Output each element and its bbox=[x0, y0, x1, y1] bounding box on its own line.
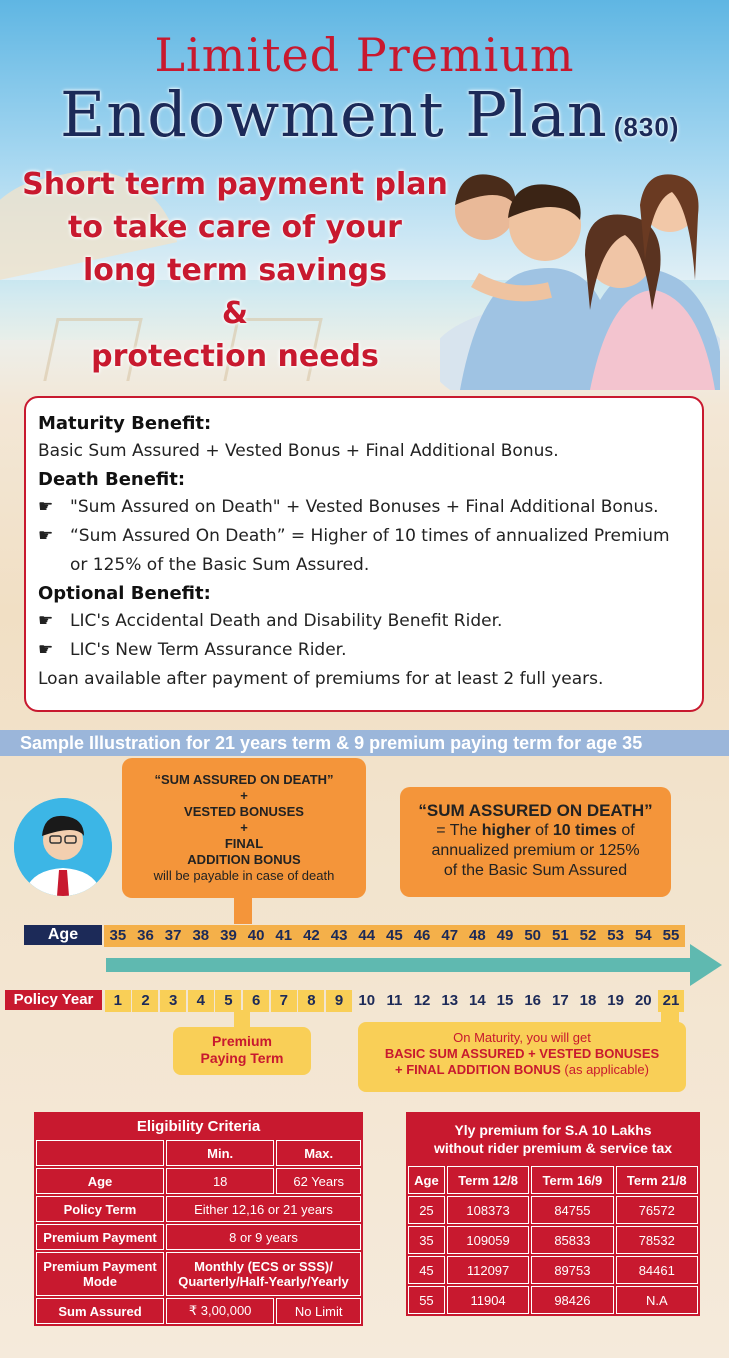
policy-year-value: 20 bbox=[634, 992, 652, 1009]
plan-code: (830) bbox=[613, 112, 680, 142]
slogan-line: & bbox=[221, 296, 249, 331]
empty-cell bbox=[36, 1140, 164, 1166]
cell: 25 bbox=[408, 1196, 445, 1224]
slogan-line: protection needs bbox=[91, 339, 379, 374]
age-value: 38 bbox=[192, 927, 210, 944]
policy-year-value: 16 bbox=[524, 992, 542, 1009]
policy-year-value: 13 bbox=[441, 992, 459, 1009]
cell: 62 Years bbox=[276, 1168, 361, 1194]
maturity-suffix: (as applicable) bbox=[560, 1062, 649, 1077]
age-value: 40 bbox=[247, 927, 265, 944]
policy-year-value: 15 bbox=[496, 992, 514, 1009]
policy-year-value: 3 bbox=[160, 990, 186, 1012]
ppt-line: Premium bbox=[212, 1033, 272, 1049]
policy-year-value: 19 bbox=[607, 992, 624, 1009]
optional-benefit-heading: Optional Benefit: bbox=[38, 583, 211, 604]
family-photo bbox=[440, 160, 720, 390]
connector bbox=[234, 898, 252, 924]
cell: 98426 bbox=[531, 1286, 613, 1314]
maturity-line: BASIC SUM ASSURED + VESTED BONUSES bbox=[384, 1046, 660, 1061]
premium-table bbox=[406, 1112, 700, 1316]
min-header: Min. bbox=[166, 1140, 274, 1166]
age-value: 44 bbox=[358, 927, 376, 944]
optional-benefit-item: LIC's New Term Assurance Rider. bbox=[70, 640, 347, 660]
row-label: Premium Payment Mode bbox=[36, 1252, 164, 1296]
pointing-hand-icon: ☛ bbox=[38, 526, 54, 546]
timeline-arrow bbox=[106, 958, 696, 972]
sad-text: of bbox=[530, 822, 553, 839]
ppt-line: Paying Term bbox=[200, 1050, 284, 1066]
slogan-line: Short term payment plan bbox=[22, 167, 448, 202]
age-value: 52 bbox=[579, 927, 597, 944]
age-timeline bbox=[104, 925, 685, 947]
cell: Either 12,16 or 21 years bbox=[166, 1196, 361, 1222]
benefits-panel bbox=[24, 396, 704, 712]
arrow-head-icon bbox=[690, 944, 722, 986]
sad-line: annualized premium or 125% bbox=[431, 842, 640, 859]
death-benefit-item: "Sum Assured on Death" + Vested Bonuses + Final Additional Bonus. bbox=[70, 497, 659, 517]
maturity-text: + FINAL ADDITION BONUS bbox=[395, 1062, 561, 1077]
table-row bbox=[408, 1166, 698, 1194]
age-value: 49 bbox=[496, 927, 514, 944]
table-row bbox=[408, 1286, 698, 1314]
plan-name: Endowment Plan bbox=[60, 78, 608, 151]
loan-text: Loan available after payment of premiums for at least 2 full years. bbox=[38, 669, 604, 689]
premium-table-title bbox=[408, 1114, 698, 1164]
table-row bbox=[408, 1256, 698, 1284]
cell: 109059 bbox=[447, 1226, 529, 1254]
cell: 108373 bbox=[447, 1196, 529, 1224]
age-value: 51 bbox=[551, 927, 569, 944]
death-box-line: VESTED BONUSES bbox=[184, 804, 304, 819]
table-row bbox=[36, 1196, 361, 1222]
cell: 18 bbox=[166, 1168, 274, 1194]
age-value: 41 bbox=[275, 927, 293, 944]
slogan-line: long term savings bbox=[83, 253, 387, 288]
table-row bbox=[408, 1196, 698, 1224]
row-label: Policy Term bbox=[36, 1196, 164, 1222]
age-value: 43 bbox=[330, 927, 348, 944]
age-value: 55 bbox=[662, 927, 680, 944]
premium-title-line: without rider premium & service tax bbox=[433, 1140, 673, 1156]
maturity-line: On Maturity, you will get bbox=[453, 1030, 591, 1045]
premium-paying-term-box bbox=[173, 1027, 311, 1075]
sad-line bbox=[400, 821, 671, 841]
age-value: 48 bbox=[469, 927, 486, 944]
policy-year-value: 12 bbox=[413, 992, 431, 1009]
age-label: Age bbox=[24, 925, 102, 945]
column-header: Term 21/8 bbox=[616, 1166, 698, 1194]
age-value: 54 bbox=[634, 927, 652, 944]
cell: 78532 bbox=[616, 1226, 698, 1254]
maturity-line bbox=[358, 1062, 686, 1078]
cell: 45 bbox=[408, 1256, 445, 1284]
plus-sign: + bbox=[240, 820, 248, 835]
sad-text: of bbox=[616, 822, 635, 839]
policy-year-value: 21 bbox=[658, 990, 684, 1012]
policy-year-value: 2 bbox=[132, 990, 158, 1012]
policy-year-value: 14 bbox=[469, 992, 486, 1009]
maturity-box bbox=[358, 1022, 686, 1092]
cell: 89753 bbox=[531, 1256, 613, 1284]
optional-benefit-item: LIC's Accidental Death and Disability Benefit Rider. bbox=[70, 611, 503, 631]
age-value: 39 bbox=[220, 927, 237, 944]
policy-year-value: 10 bbox=[358, 992, 376, 1009]
sample-illustration-title: Sample Illustration for 21 years term & 9 premium paying term for age 35 bbox=[0, 730, 729, 756]
table-row bbox=[36, 1298, 361, 1324]
connector bbox=[661, 1010, 679, 1024]
policy-year-value: 8 bbox=[298, 990, 324, 1012]
list-item bbox=[38, 636, 690, 665]
maturity-benefit-text: Basic Sum Assured + Vested Bonus + Final Additional Bonus. bbox=[38, 441, 559, 461]
death-payout-box bbox=[122, 758, 366, 898]
agent-avatar bbox=[14, 798, 112, 896]
age-value: 53 bbox=[607, 927, 624, 944]
death-box-line: FINAL bbox=[224, 836, 264, 851]
column-header: Term 12/8 bbox=[447, 1166, 529, 1194]
age-value: 42 bbox=[303, 927, 320, 944]
policy-year-value: 9 bbox=[326, 990, 352, 1012]
row-label: Sum Assured bbox=[36, 1298, 164, 1324]
table-row bbox=[36, 1140, 361, 1166]
policy-year-value: 6 bbox=[243, 990, 269, 1012]
list-item bbox=[38, 522, 690, 580]
connector bbox=[234, 1010, 250, 1027]
cell: N.A bbox=[616, 1286, 698, 1314]
cell: 55 bbox=[408, 1286, 445, 1314]
cell: 11904 bbox=[447, 1286, 529, 1314]
age-value: 46 bbox=[413, 927, 431, 944]
list-item bbox=[38, 607, 690, 636]
policy-year-value: 11 bbox=[386, 992, 403, 1009]
age-value: 50 bbox=[524, 927, 542, 944]
premium-title-line: Yly premium for S.A 10 Lakhs bbox=[454, 1122, 652, 1138]
death-box-note: will be payable in case of death bbox=[153, 868, 335, 883]
table-row bbox=[36, 1224, 361, 1250]
sad-text: = The bbox=[436, 822, 482, 839]
column-header: Age bbox=[408, 1166, 445, 1194]
row-label: Premium Payment bbox=[36, 1224, 164, 1250]
policy-year-label: Policy Year bbox=[5, 990, 102, 1010]
death-box-line: “SUM ASSURED ON DEATH” bbox=[154, 772, 334, 787]
pointing-hand-icon: ☛ bbox=[38, 611, 54, 631]
policy-year-value: 1 bbox=[105, 990, 131, 1012]
cell: 85833 bbox=[531, 1226, 613, 1254]
age-value: 35 bbox=[109, 927, 127, 944]
death-benefit-heading: Death Benefit: bbox=[38, 469, 186, 490]
age-value: 47 bbox=[441, 927, 459, 944]
plus-sign: + bbox=[240, 788, 248, 803]
column-header: Term 16/9 bbox=[531, 1166, 613, 1194]
table-row bbox=[408, 1226, 698, 1254]
sad-heading: “SUM ASSURED ON DEATH” bbox=[418, 801, 653, 820]
cell: No Limit bbox=[276, 1298, 361, 1324]
pointing-hand-icon: ☛ bbox=[38, 497, 54, 517]
cell: ₹ 3,00,000 bbox=[166, 1298, 274, 1324]
row-label: Age bbox=[36, 1168, 164, 1194]
age-value: 45 bbox=[386, 927, 403, 944]
cell: 8 or 9 years bbox=[166, 1224, 361, 1250]
max-header: Max. bbox=[276, 1140, 361, 1166]
cell: 76572 bbox=[616, 1196, 698, 1224]
cell: 35 bbox=[408, 1226, 445, 1254]
slogan-line: to take care of your bbox=[68, 210, 402, 245]
sad-text-bold: higher bbox=[481, 822, 531, 839]
policy-year-value: 7 bbox=[271, 990, 297, 1012]
slogan bbox=[0, 163, 470, 378]
death-benefit-item: “Sum Assured On Death” = Higher of 10 times of annualized Premium or 125% of the Basic Sum Assured. bbox=[70, 526, 670, 575]
age-value: 37 bbox=[164, 927, 182, 944]
sad-text-bold: 10 times bbox=[552, 822, 617, 839]
pointing-hand-icon: ☛ bbox=[38, 640, 54, 660]
table-row bbox=[36, 1168, 361, 1194]
title-line-1: Limited Premium bbox=[154, 28, 575, 82]
list-item bbox=[38, 493, 690, 522]
sum-assured-on-death-box bbox=[400, 787, 671, 897]
cell: 84461 bbox=[616, 1256, 698, 1284]
sad-line: of the Basic Sum Assured bbox=[443, 862, 628, 879]
maturity-benefit-heading: Maturity Benefit: bbox=[38, 413, 212, 434]
cell: Monthly (ECS or SSS)/ Quarterly/Half-Yearly/Yearly bbox=[166, 1252, 361, 1296]
table-row bbox=[36, 1252, 361, 1296]
policy-year-value: 18 bbox=[579, 992, 597, 1009]
death-box-line: ADDITION BONUS bbox=[187, 852, 301, 867]
policy-year-value: 17 bbox=[551, 992, 569, 1009]
eligibility-title: Eligibility Criteria bbox=[36, 1114, 361, 1138]
cell: 84755 bbox=[531, 1196, 613, 1224]
policy-year-timeline bbox=[104, 990, 685, 1012]
policy-year-value: 5 bbox=[215, 990, 241, 1012]
cell: 112097 bbox=[447, 1256, 529, 1284]
eligibility-table bbox=[34, 1112, 363, 1326]
age-value: 36 bbox=[137, 927, 154, 944]
policy-year-value: 4 bbox=[188, 990, 214, 1012]
title-line-2 bbox=[60, 78, 679, 151]
